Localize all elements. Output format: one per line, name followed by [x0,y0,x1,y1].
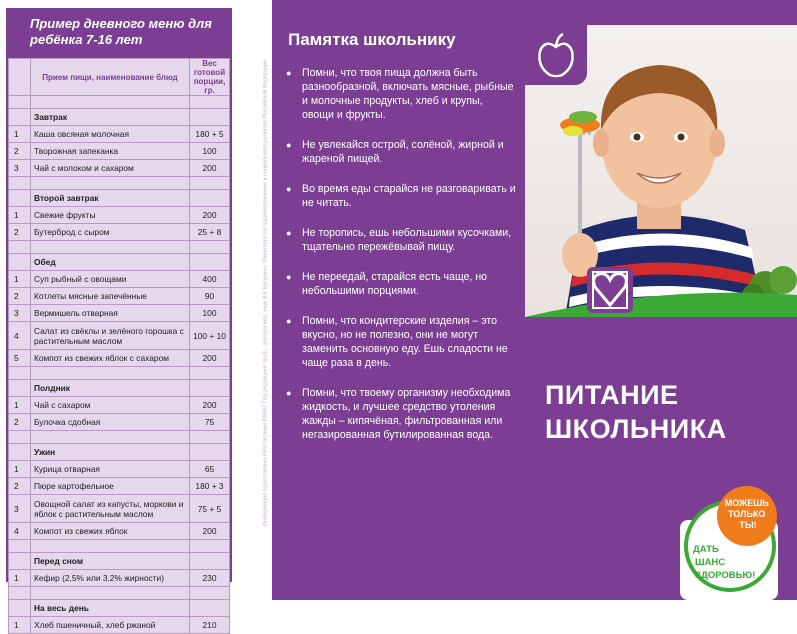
portion-weight: 400 [190,271,230,288]
dish-name: Булочка сдобная [31,414,190,431]
table-row [9,570,230,587]
item-number: 1 [9,271,31,288]
portion-weight: 200 [190,207,230,224]
spacer-row [9,367,230,380]
table-row [9,523,230,540]
portion-weight: 230 [190,570,230,587]
tip-item: ● Не торопись, ешь небольшими кусочками, тщательно пережёвывай пищу. [286,226,516,254]
tip-item: ● Во время еды старайся не разговаривать и не читать. [286,182,516,210]
cover-panel [525,0,797,600]
dish-name: Компот из свежих яблок с сахаром [31,350,190,367]
dish-name: Котлеты мясные запечённые [31,288,190,305]
menu-card [6,8,232,630]
tip-item: ● Не переедай, старайся есть чаще, но небольшими порциями. [286,270,516,298]
table-row [9,305,230,322]
green-swoosh [525,293,797,317]
table-row [9,224,230,241]
dish-name: Суп рыбный с овощами [31,271,190,288]
item-number: 2 [9,478,31,495]
section-row [9,553,230,570]
dish-name: Компот из свежих яблок [31,523,190,540]
table-row [9,322,230,350]
dish-name: Кефир (2,5% или 3,2% жирности) [31,570,190,587]
section-name: Полдник [31,380,190,397]
dish-name: Овощной салат из капусты, моркови и яблок с растительным маслом [31,495,190,523]
cover-title-line1: ПИТАНИЕ [545,380,679,410]
cover-title-line2: ШКОЛЬНИКА [545,414,727,444]
sticker-orange-line: ТЫ! [739,520,757,530]
menu-title: Пример дневного меню для ребёнка 7-16 лет [8,10,230,58]
spacer-row [9,177,230,190]
table-row [9,143,230,160]
table-row [9,288,230,305]
table-row [9,207,230,224]
table-row [9,617,230,634]
tip-item: ● Не увлекайся острой, солёной, жирной и жареной пищей. [286,138,516,166]
table-row [9,350,230,367]
memo-tips [286,66,516,458]
memo-panel [272,0,525,600]
section-name: Завтрак [31,109,190,126]
item-number: 2 [9,414,31,431]
vertical-note [258,20,272,580]
table-row [9,126,230,143]
section-row [9,600,230,617]
item-number: 4 [9,523,31,540]
item-number: 1 [9,570,31,587]
table-row [9,495,230,523]
dish-name: Каша овсяная молочная [31,126,190,143]
spacer-row [9,540,230,553]
portion-weight: 210 [190,617,230,634]
tip-item: ● Помни, что кондитерские изделия – это вкусно, но не полезно, они не могут заменить основную еду. Ешь сладости не чаще раза в день. [286,314,516,370]
menu-panel [0,0,258,630]
dish-name: Свежие фрукты [31,207,190,224]
menu-table [8,58,230,634]
sticker-green-line: ДАТЬ [693,544,719,555]
table-row [9,397,230,414]
spacer-row [9,587,230,600]
header-meal: Прием пищи, наименование блюд [31,59,190,96]
sticker-green-line: ЗДОРОВЬЮ! [695,570,756,581]
portion-weight: 100 [190,305,230,322]
section-row [9,380,230,397]
section-row [9,444,230,461]
dish-name: Курица отварная [31,461,190,478]
apple-tab [525,25,587,85]
section-row [9,254,230,271]
portion-weight: 200 [190,350,230,367]
portion-weight: 200 [190,160,230,177]
portion-weight: 65 [190,461,230,478]
cover-title [545,378,727,446]
item-number: 1 [9,617,31,634]
tip-item: ● Помни, что твоя пища должна быть разнообразной, включать мясные, рыбные и молочные продукты, хлеб и крупы, овощи и фрукты. [286,66,516,122]
portion-weight: 200 [190,523,230,540]
item-number: 4 [9,322,31,350]
portion-weight: 200 [190,397,230,414]
section-name: Второй завтрак [31,190,190,207]
menu-table-header [9,59,230,96]
table-row [9,478,230,495]
sticker-orange-line: МОЖЕШЬ [724,498,769,508]
table-row [9,414,230,431]
dish-name: Творожная запеканка [31,143,190,160]
section-name: На весь день [31,600,190,617]
item-number: 3 [9,305,31,322]
apple-icon [525,25,587,85]
spacer-row [9,431,230,444]
spacer-row [9,241,230,254]
table-row [9,461,230,478]
tip-item: ● Помни, что твоему организму необходима жидкость, и лучшее средство утоления жажды – кипячёная, фильтрованная или негазированная бутилированная вода. [286,386,516,442]
sticker-orange-line: ТОЛЬКО [728,509,766,519]
item-number: 1 [9,207,31,224]
vertical-note-text: Информация подготовлена НИИ питания РАМН. Под редакцией проф., доктора мед. наук А.К.Батурина. Министерство здравоохранения и социального развития Российской Федерации [262,60,269,526]
dish-name: Салат из свёклы и зелёного горошка с растительным маслом [31,322,190,350]
section-row [9,190,230,207]
portion-weight: 180 + 5 [190,126,230,143]
dish-name: Вермишель отварная [31,305,190,322]
heart-logo-icon [587,267,633,313]
item-number: 2 [9,143,31,160]
item-number: 2 [9,224,31,241]
portion-weight: 90 [190,288,230,305]
dish-name: Бутерброд с сыром [31,224,190,241]
header-weight: Вес готовой порции, гр. [190,59,230,96]
health-sticker [675,482,797,600]
dish-name: Хлеб пшеничный, хлеб ржаной [31,617,190,634]
item-number: 3 [9,495,31,523]
item-number: 1 [9,126,31,143]
table-row [9,160,230,177]
section-row [9,109,230,126]
item-number: 1 [9,397,31,414]
portion-weight: 75 [190,414,230,431]
section-name: Перед сном [31,553,190,570]
item-number: 1 [9,461,31,478]
section-name: Обед [31,254,190,271]
sticker-green-line: ШАНС [695,557,726,568]
dish-name: Чай с молоком и сахаром [31,160,190,177]
item-number: 5 [9,350,31,367]
portion-weight: 100 + 10 [190,322,230,350]
table-row [9,271,230,288]
portion-weight: 100 [190,143,230,160]
item-number: 3 [9,160,31,177]
section-name: Ужин [31,444,190,461]
portion-weight: 180 + 3 [190,478,230,495]
dish-name: Пюре картофельное [31,478,190,495]
portion-weight: 25 + 8 [190,224,230,241]
portion-weight: 75 + 5 [190,495,230,523]
dish-name: Чай с сахаром [31,397,190,414]
spacer-row [9,96,230,109]
item-number: 2 [9,288,31,305]
memo-title: Памятка школьнику [288,30,456,49]
